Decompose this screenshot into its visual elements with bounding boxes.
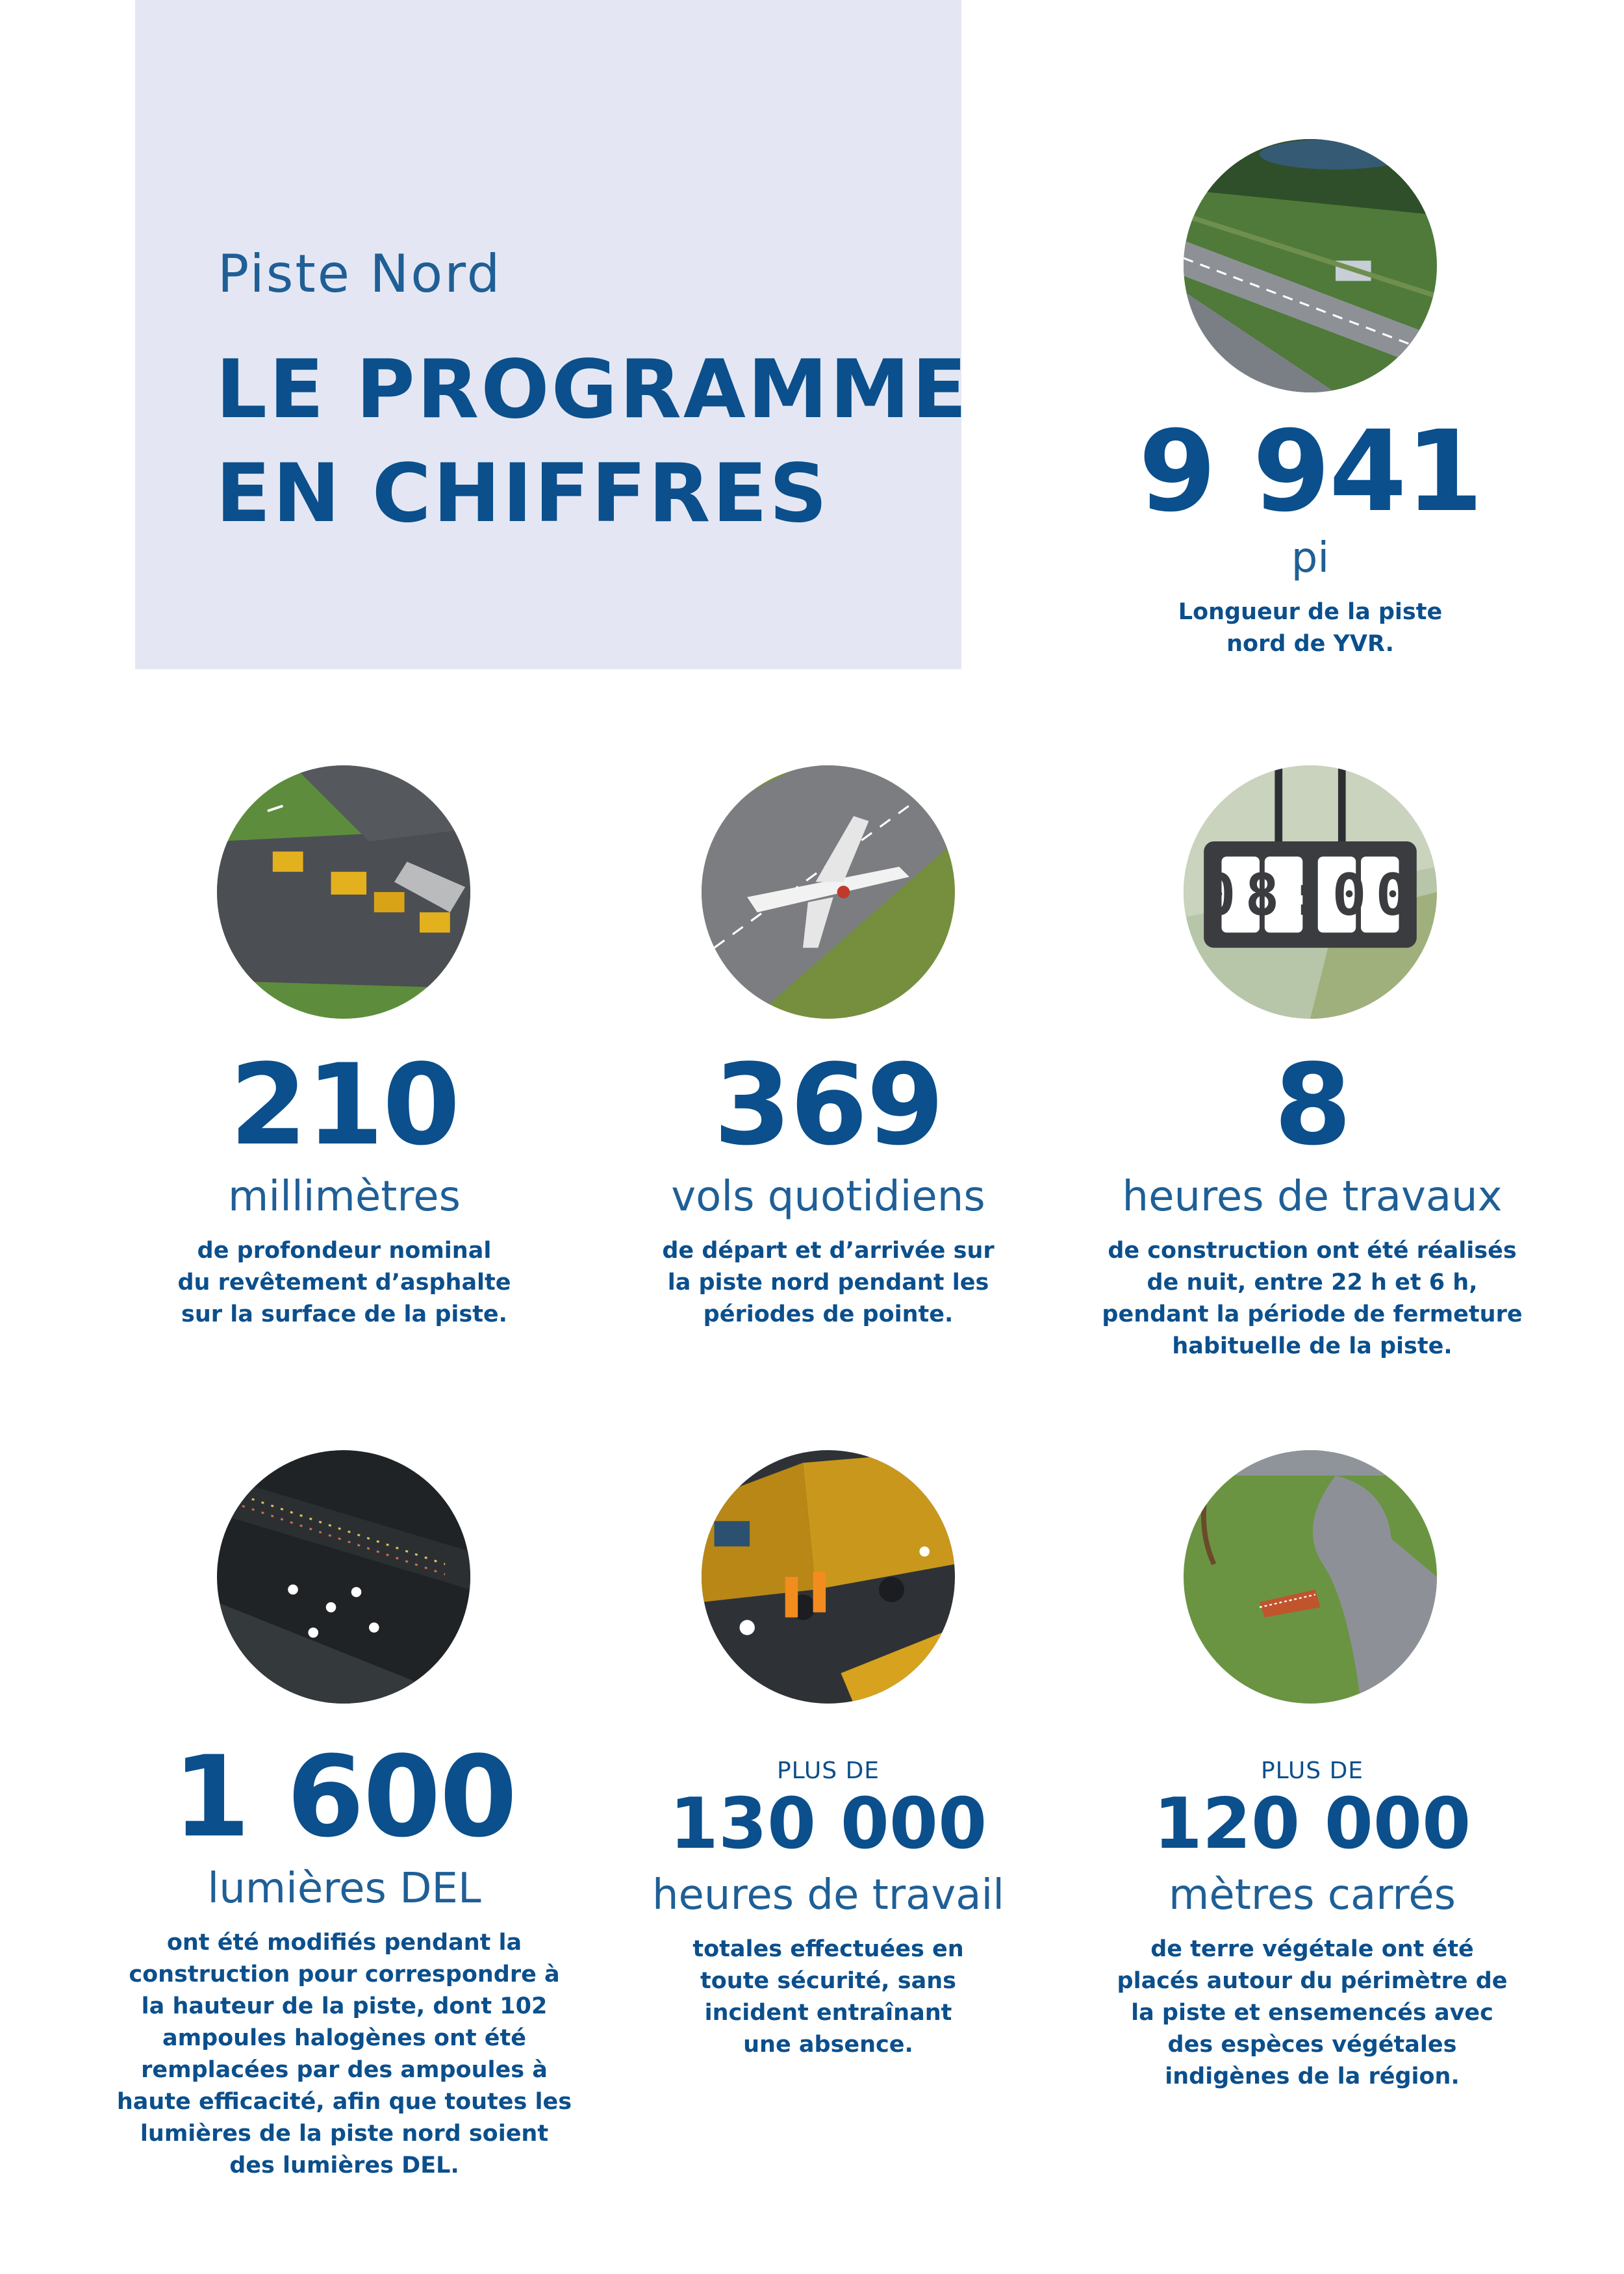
clock-board-icon	[1184, 765, 1437, 1019]
workers-truck-icon	[702, 1450, 955, 1704]
desc-line: ont été modifiés pendant la	[166, 1930, 522, 1956]
stat-number: 130 000	[669, 1783, 987, 1865]
stat-led-lights	[97, 1731, 591, 2182]
desc-line: totales effectuées en	[692, 1936, 964, 1962]
desc-line: Longueur de la piste	[1178, 599, 1443, 625]
desc-line: de profondeur nominal	[197, 1238, 492, 1264]
desc-line: ampoules halogènes ont été	[162, 2025, 526, 2051]
paving-machines-icon	[217, 765, 470, 1019]
stat-number: 369	[713, 1040, 943, 1170]
stat-runway-length	[1078, 406, 1542, 660]
airplane-icon	[702, 765, 955, 1019]
stat-unit: heures de travail	[652, 1871, 1005, 1919]
desc-line: sur la surface de la piste.	[181, 1301, 507, 1327]
stat-unit: mètres carrés	[1169, 1871, 1456, 1919]
stat-number: 9 941	[1138, 406, 1482, 537]
stat-daily-flights	[578, 1040, 1078, 1331]
stat-prefix: PLUS DE	[776, 1757, 880, 1784]
desc-line: des espèces végétales	[1167, 2032, 1457, 2058]
stat-asphalt-depth	[97, 1040, 591, 1331]
desc-line: incident entraînant	[704, 2000, 952, 2026]
title-line-1: LE PROGRAMME	[216, 343, 969, 437]
desc-line: de départ et d’arrivée sur	[662, 1238, 995, 1264]
stat-description	[1065, 1235, 1559, 1362]
desc-line: la piste nord pendant les	[667, 1270, 989, 1296]
stat-description	[1065, 1934, 1559, 2093]
stat-description	[97, 1235, 591, 1331]
stat-unit: heures de travaux	[1122, 1173, 1503, 1221]
desc-line: habituelle de la piste.	[1172, 1333, 1453, 1359]
stat-description	[1078, 596, 1542, 660]
title-line-2: EN CHIFFRES	[216, 447, 830, 541]
stat-number: 8	[1274, 1040, 1351, 1170]
desc-line: construction pour correspondre à	[129, 1961, 560, 1987]
stat-unit: lumières DEL	[207, 1865, 481, 1913]
desc-line: une absence.	[743, 2032, 913, 2058]
clock-text: 08:00	[1201, 862, 1419, 928]
header-panel	[135, 0, 961, 669]
stat-unit: millimètres	[228, 1173, 461, 1221]
stat-description	[578, 1934, 1078, 2061]
stat-description	[97, 1927, 591, 2182]
runway-lights-icon	[217, 1450, 470, 1704]
desc-line: périodes de pointe.	[703, 1301, 954, 1327]
stat-unit: vols quotidiens	[671, 1173, 985, 1221]
desc-line: lumières de la piste nord soient	[140, 2121, 549, 2147]
desc-line: de nuit, entre 22 h et 6 h,	[1147, 1270, 1478, 1296]
desc-line: toute sécurité, sans	[700, 1968, 956, 1994]
desc-line: indigènes de la région.	[1165, 2063, 1460, 2089]
stat-description	[578, 1235, 1078, 1331]
stat-number: 210	[229, 1040, 459, 1170]
stat-unit: pi	[1291, 534, 1330, 582]
desc-line: placés autour du périmètre de	[1117, 1968, 1508, 1994]
page-subtitle: Piste Nord	[218, 244, 502, 304]
page-title	[216, 338, 969, 546]
stat-work-hours	[1065, 1040, 1559, 1362]
desc-line: pendant la période de fermeture	[1102, 1301, 1523, 1327]
desc-line: haute efficacité, afin que toutes les	[116, 2089, 572, 2115]
desc-line: des lumières DEL.	[229, 2153, 459, 2178]
runway-aerial-icon	[1184, 139, 1437, 392]
desc-line: remplacées par des ampoules à	[141, 2057, 548, 2083]
desc-line: la hauteur de la piste, dont 102	[141, 1993, 548, 2019]
stat-topsoil-area	[1065, 1757, 1559, 2093]
desc-line: de terre végétale ont été	[1150, 1936, 1474, 1962]
desc-line: la piste et ensemencés avec	[1131, 2000, 1493, 2026]
grass-land-icon	[1184, 1450, 1437, 1704]
desc-line: de construction ont été réalisés	[1108, 1238, 1517, 1264]
stat-number: 1 600	[172, 1731, 516, 1862]
stat-prefix: PLUS DE	[1260, 1757, 1364, 1784]
desc-line: du revêtement d’asphalte	[177, 1270, 511, 1296]
desc-line: nord de YVR.	[1226, 631, 1394, 657]
stat-number: 120 000	[1153, 1783, 1471, 1865]
stat-labour-hours	[578, 1757, 1078, 2061]
